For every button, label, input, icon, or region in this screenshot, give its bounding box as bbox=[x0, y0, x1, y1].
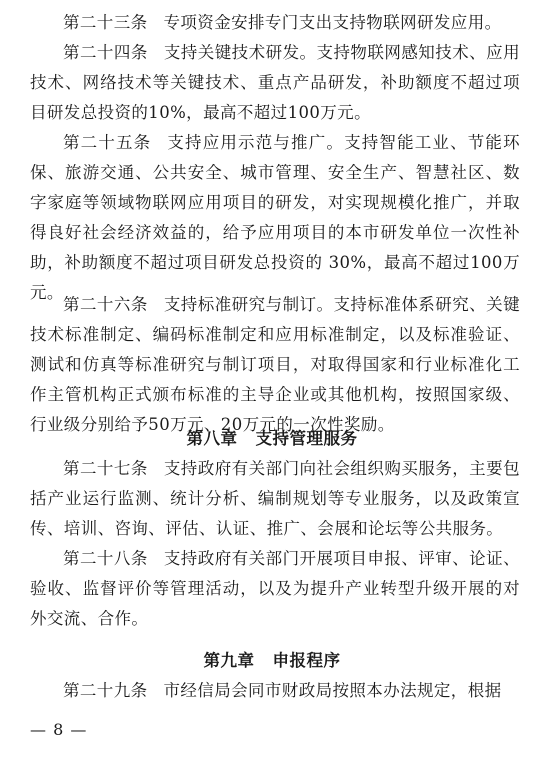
article-number: 第二十三条 bbox=[63, 13, 148, 32]
chapter-title: 申报程序 bbox=[272, 651, 341, 670]
article-24 bbox=[30, 38, 520, 128]
article-26 bbox=[30, 290, 520, 440]
article-text: 支持政府有关部门向社会组织购买服务，主要包括产业运行监测、统计分析、编制规划等专业服务，以及政策宣传、培训、咨询、评估、认证、推广、会展和论坛等公共服务。 bbox=[30, 459, 521, 538]
article-27 bbox=[30, 454, 520, 544]
page-number: — 8 — bbox=[30, 720, 88, 739]
article-text: 专项资金安排专门支出支持物联网研发应用。 bbox=[163, 13, 502, 32]
article-number: 第二十六条 bbox=[63, 295, 148, 314]
article-number: 第二十五条 bbox=[63, 133, 152, 152]
article-text: 市经信局会同市财政局按照本办法规定，根据 bbox=[163, 681, 502, 700]
article-text: 支持标准研究与制订。支持标准体系研究、关键技术标准制定、编码标准制定和应用标准制定，以及标准验证、测试和仿真等标准研究与制订项目，对取得国家和行业标准化工作主管机构正式颁布标准的主导企业或其他机构，按照国家级、行业级分别给予50万元、20万元的一次性奖励。 bbox=[30, 295, 521, 434]
chapter-number: 第九章 bbox=[203, 651, 255, 670]
article-23 bbox=[30, 8, 520, 38]
chapter-9-heading bbox=[0, 646, 544, 676]
chapter-8-heading bbox=[0, 424, 544, 454]
article-number: 第二十七条 bbox=[63, 459, 148, 478]
article-text: 支持政府有关部门开展项目申报、评审、论证、验收、监督评价等管理活动，以及为提升产业转型升级开展的对外交流、合作。 bbox=[30, 549, 521, 628]
article-28 bbox=[30, 544, 520, 634]
article-text: 支持关键技术研发。支持物联网感知技术、应用技术、网络技术等关键技术、重点产品研发，补助额度不超过项目研发总投资的10%，最高不超过100万元。 bbox=[30, 43, 521, 122]
article-text: 支持应用示范与推广。支持智能工业、节能环保、旅游交通、公共安全、城市管理、安全生产、智慧社区、数字家庭等领域物联网应用项目的研发，对实现规模化推广，并取得良好社会经济效益的，给予应用项目的本市研发单位一次性补助，补助额度不超过项目研发总投资的 30%，最高不超过100万元。 bbox=[30, 133, 521, 302]
chapter-number: 第八章 bbox=[186, 429, 238, 448]
article-25 bbox=[30, 128, 520, 308]
article-number: 第二十八条 bbox=[63, 549, 148, 568]
article-29 bbox=[30, 676, 520, 706]
article-number: 第二十四条 bbox=[63, 43, 148, 62]
chapter-title: 支持管理服务 bbox=[255, 429, 358, 448]
article-number: 第二十九条 bbox=[63, 681, 148, 700]
